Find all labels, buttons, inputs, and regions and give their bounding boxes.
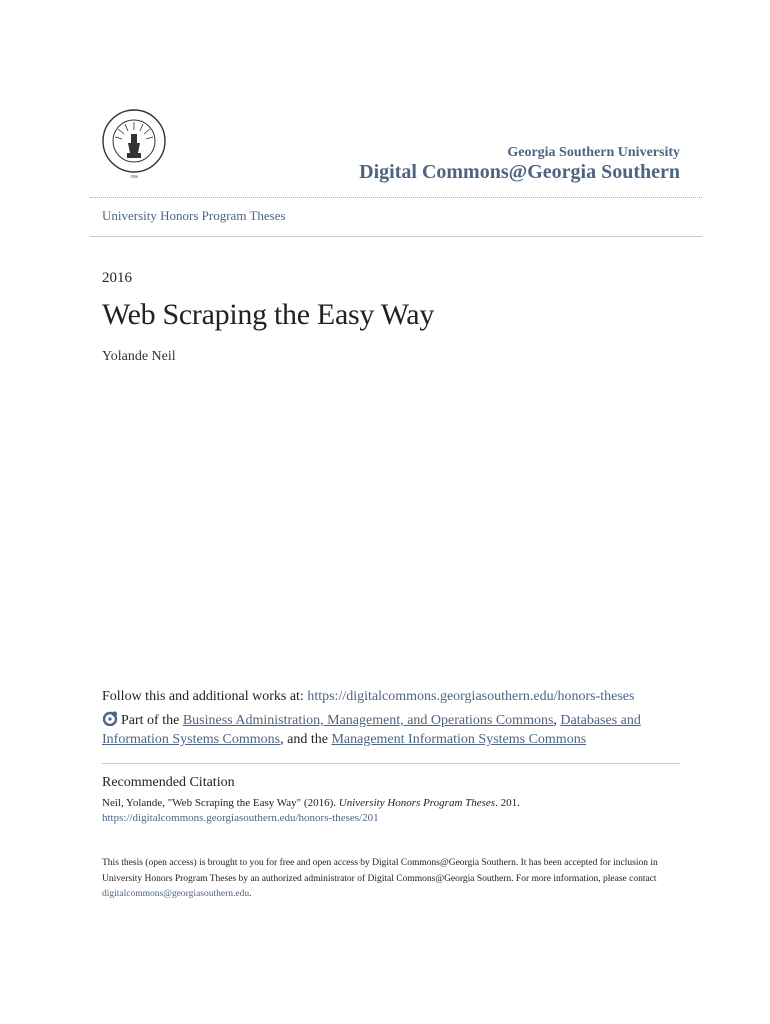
citation-text	[102, 796, 682, 826]
commons-link-databases[interactable]: Databases and Information Systems Commons	[102, 713, 641, 747]
follow-line	[102, 689, 682, 705]
follow-url-link[interactable]: https://digitalcommons.georgiasouthern.edu/honors-theses	[307, 689, 635, 704]
commons-link-mis[interactable]: Management Information Systems Commons	[331, 732, 587, 747]
footer-text: This thesis (open access) is brought to you for free and open access by Digital Commons@Georgia Southern. It has been accepted for inclusion in University Honors Program Theses by an authorized administrator of Digital Commons@Georgia Southern. For more information, please contact	[102, 858, 658, 884]
repository-name[interactable]: Digital Commons@Georgia Southern	[359, 161, 680, 183]
institution-name: Georgia Southern University	[507, 145, 680, 160]
part-separator: ,	[553, 713, 561, 728]
series-link[interactable]: University Honors Program Theses	[102, 208, 286, 223]
part-prefix: Part of the	[121, 713, 183, 728]
citation-end: . 201.	[495, 797, 520, 809]
citation-url-link[interactable]: https://digitalcommons.georgiasouthern.edu/honors-theses/201	[102, 812, 379, 824]
svg-text:1906: 1906	[130, 174, 138, 179]
paper-title: Web Scraping the Easy Way	[102, 298, 435, 331]
citation-body: Neil, Yolande, "Web Scraping the Easy Way" (2016).	[102, 797, 339, 809]
citation-heading: Recommended Citation	[102, 775, 235, 790]
series-divider	[90, 236, 702, 237]
network-commons-icon	[102, 711, 118, 726]
part-of-commons	[102, 711, 682, 749]
university-seal-icon	[100, 105, 168, 181]
header	[90, 100, 702, 198]
footer-notice	[102, 856, 682, 903]
footer-end: .	[249, 889, 252, 899]
publication-year: 2016	[102, 270, 132, 286]
contact-email-link[interactable]: digitalcommons@georgiasouthern.edu	[102, 889, 250, 899]
part-separator: , and the	[280, 732, 332, 747]
citation-divider	[102, 763, 680, 764]
follow-label: Follow this and additional works at:	[102, 689, 308, 704]
header-divider	[90, 197, 702, 198]
commons-link-business[interactable]: Business Administration, Management, and Operations Commons	[182, 713, 554, 728]
citation-journal: University Honors Program Theses	[338, 797, 496, 809]
paper-author: Yolande Neil	[102, 349, 176, 364]
